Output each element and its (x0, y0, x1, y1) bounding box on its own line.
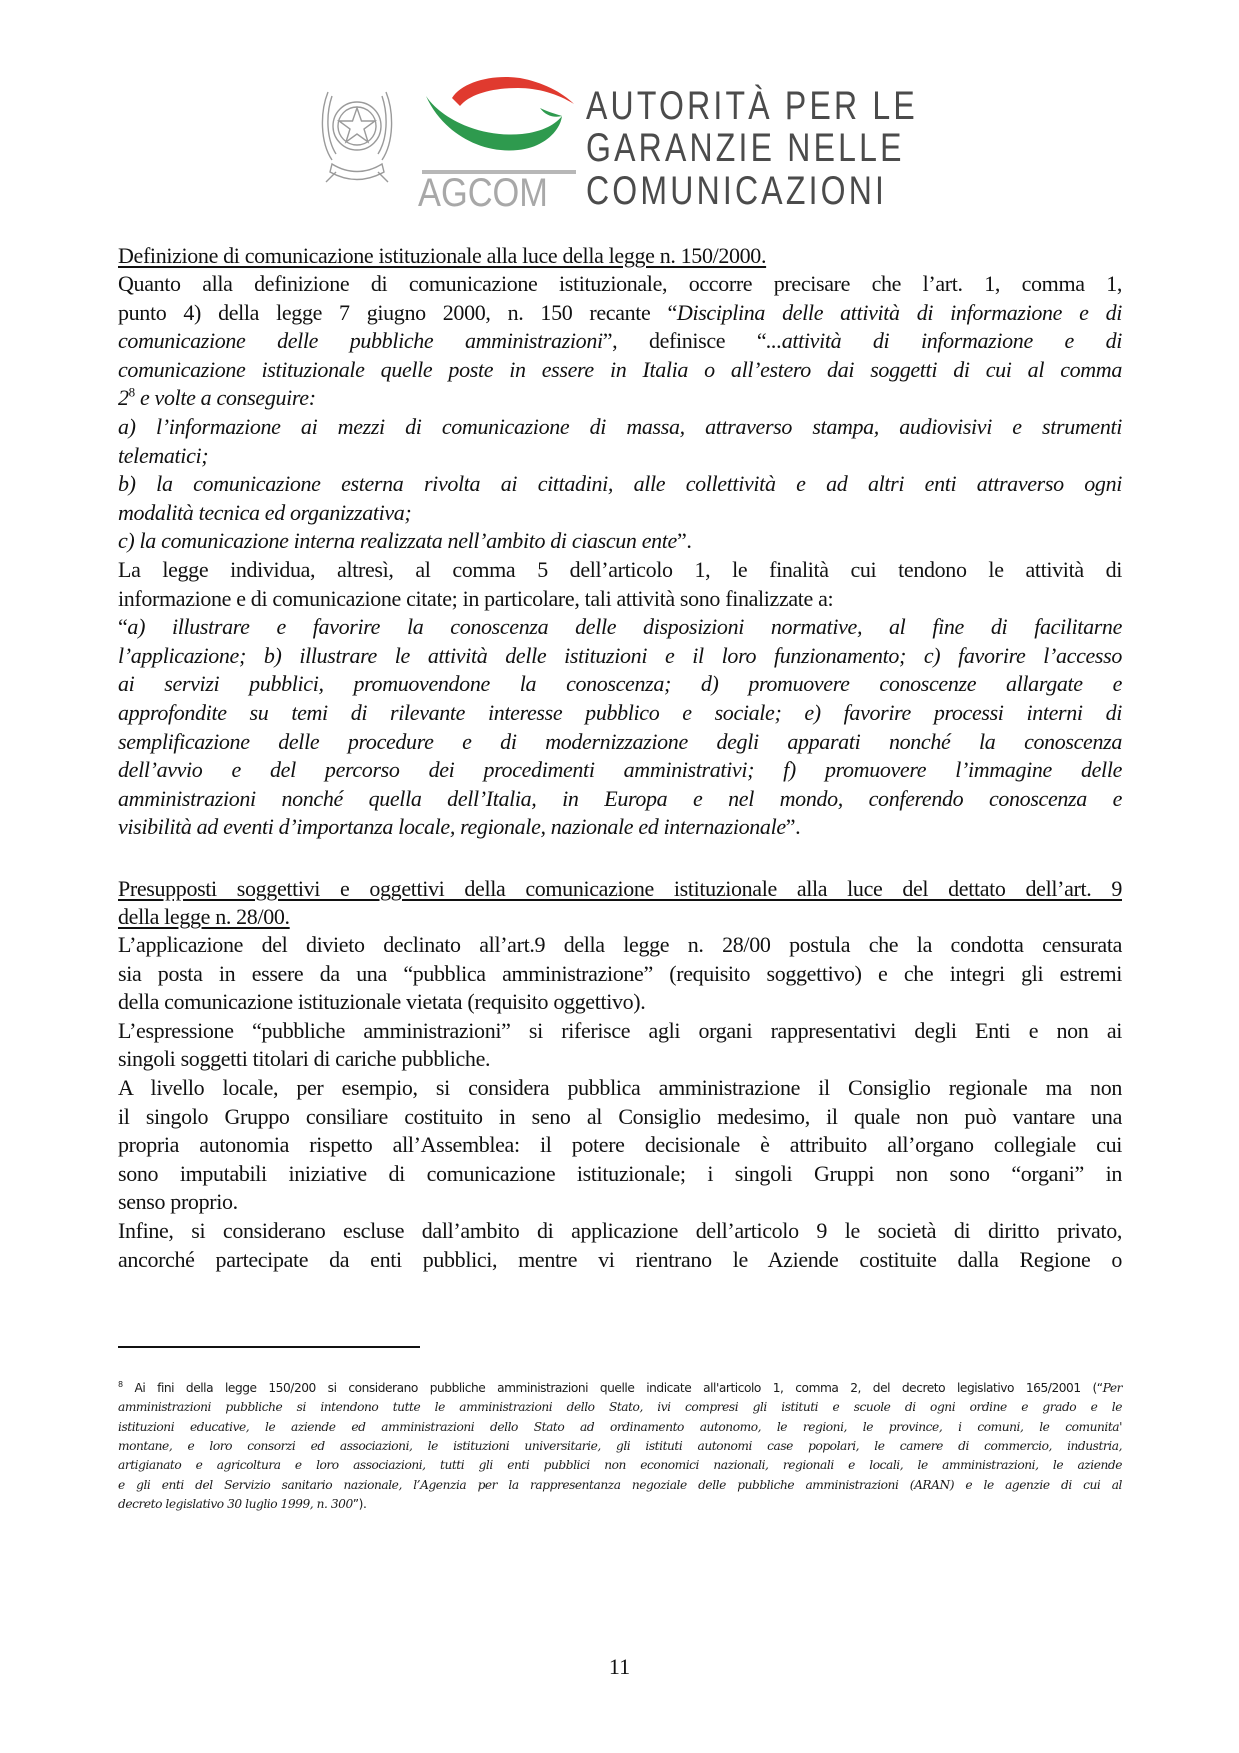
agcom-logo (318, 68, 933, 215)
section-1-line: amministrazioni nonché quella dell’Italia, in Europa e nel mondo, conferendo conoscenza e (118, 785, 1122, 811)
italian-republic-emblem-icon (318, 72, 396, 184)
page-number: 11 (608, 1654, 631, 1679)
logo-title-line-1: AUTORITÀ PER LE (586, 84, 918, 128)
footnote-line: artigianato e agricoltura e loro associazioni, tutti gli enti pubblici non economici nazionali, regionali e locali, le amministrazioni, le aziende (118, 1458, 1122, 1473)
section-1-line: approfondite su temi di rilevante interesse pubblico e sociale; e) favorire processi interni di (118, 700, 1122, 725)
section-1-line: visibilità ad eventi d’importanza locale, regionale, nazionale ed internazionale”. (118, 814, 801, 840)
logo-title-line-2: GARANZIE NELLE (586, 126, 905, 170)
section-1-line: semplificazione delle procedure e di modernizzazione degli apparati nonché la conoscenza (118, 728, 1122, 754)
footnote-reference: 8 (118, 1379, 123, 1389)
section-2-line: propria autonomia rispetto all’Assemblea: il potere decisionale è attribuito all’organo collegiale cui (118, 1132, 1122, 1158)
section-1-line: informazione e di comunicazione citate; in particolare, tali attività sono finalizzate a: (118, 585, 834, 611)
footnote-line: decreto legislativo 30 luglio 1999, n. 300”). (118, 1496, 367, 1511)
section-1-line: modalità tecnica ed organizzativa; (118, 499, 412, 525)
section-1-heading: Definizione di comunicazione istituzionale alla luce della legge n. 150/2000. (118, 243, 767, 268)
footnote-line: e gli enti del Servizio sanitario nazionale, l’Agenzia per la rappresentanza negoziale delle pubbliche amministrazioni (ARAN) e le agenzie di cui al (118, 1477, 1122, 1492)
logo-title-line-3: COMUNICAZIONI (586, 169, 888, 213)
section-1-line: telematici; (118, 442, 209, 468)
section-1-line: $2^8$ e volte a conseguire: (118, 385, 316, 411)
section-2-line: singoli soggetti titolari di cariche pubbliche. (118, 1046, 491, 1072)
section-2-heading-line-1: Presupposti soggettivi e oggettivi della comunicazione istituzionale alla luce del dettato dell’art. 9 (118, 876, 1122, 901)
section-2-line: A livello locale, per esempio, si considera pubblica amministrazione il Consiglio regionale ma non (118, 1075, 1122, 1100)
footnote-line: $^8$ Ai fini della legge 150/200 si considerano pubbliche amministrazioni quelle indicate all'articolo 1, comma 2, del decreto legislativo 165/2001 (“Per (118, 1379, 1122, 1395)
footnote-line: montane, e loro consorzi ed associazioni, le istituzioni universitarie, gli istituti autonomi case popolari, le camere di commercio, industria, (118, 1438, 1122, 1453)
section-2-line: il singolo Gruppo consiliare costituito in seno al Consiglio medesimo, il quale non può vantare una (118, 1103, 1122, 1129)
section-2-line: sono imputabili iniziative di comunicazione istituzionale; i singoli Gruppi non sono “organi” in (118, 1160, 1122, 1186)
section-2-line: senso proprio. (118, 1189, 238, 1215)
section-1-line: Quanto alla definizione di comunicazione istituzionale, occorre precisare che l’art. 1, comma 1, (118, 271, 1122, 296)
section-1-line: comunicazione delle pubbliche amministrazioni”, definisce “...attività di informazione e di (118, 328, 1122, 354)
agcom-swoosh-icon (422, 68, 578, 154)
section-1-line: a) l’informazione ai mezzi di comunicazione di massa, attraverso stampa, audiovisivi e strumenti (118, 414, 1122, 439)
section-1-line: b) la comunicazione esterna rivolta ai cittadini, alle collettività e ad altri enti attraverso ogni (118, 471, 1122, 497)
footnote-line: amministrazioni pubbliche si intendono tutte le amministrazioni dello Stato, ivi compresi gli istituti e scuole di ogni ordine e grado e le (118, 1400, 1122, 1415)
footnote-line: istituzioni educative, le aziende ed amministrazioni dello Stato ad ordinamento autonomo, le regioni, le province, i comuni, le comunita' (118, 1419, 1122, 1434)
footnote-reference: 8 (128, 385, 135, 401)
section-2-heading-line-2: della legge n. 28/00. (118, 904, 290, 929)
section-1-line: dell’avvio e del percorso dei procedimenti amministrativi; f) promuovere l’immagine delle (118, 757, 1122, 783)
section-2-line: L’applicazione del divieto declinato all’art.9 della legge n. 28/00 postula che la condotta censurata (118, 932, 1122, 957)
section-2-line: della comunicazione istituzionale vietata (requisito oggettivo). (118, 989, 646, 1015)
section-2-line: sia posta in essere da una “pubblica amministrazione” (requisito soggettivo) e che integri gli estremi (118, 960, 1122, 986)
section-1-line: La legge individua, altresì, al comma 5 dell’articolo 1, le finalità cui tendono le attività di (118, 557, 1122, 582)
section-1-line: ai servizi pubblici, promuovendone la conoscenza; d) promuovere conoscenze allargate e (118, 671, 1122, 697)
logo-acronym: AGCOM (418, 171, 548, 215)
section-1-line: punto 4) della legge 7 giugno 2000, n. 150 recante “Disciplina delle attività di informazione e di (118, 299, 1122, 325)
section-2-line: ancorché partecipate da enti pubblici, mentre vi rientrano le Aziende costituite dalla Regione o (118, 1246, 1122, 1272)
footnote-separator (118, 1346, 420, 1348)
section-2-line: L’espressione “pubbliche amministrazioni” si riferisce agli organi rappresentativi degli Enti e non ai (118, 1017, 1122, 1043)
section-1-line: l’applicazione; b) illustrare le attività delle istituzioni e il loro funzionamento; c) favorire l’accesso (118, 642, 1122, 668)
section-1-line: c) la comunicazione interna realizzata nell’ambito di ciascun ente”. (118, 528, 692, 554)
section-1-line: comunicazione istituzionale quelle poste in essere in Italia o all’estero dai soggetti di cui al comma (118, 356, 1122, 382)
section-1-line: “a) illustrare e favorire la conoscenza delle disposizioni normative, al fine di facilitarne (118, 614, 1122, 640)
section-2-line: Infine, si considerano escluse dall’ambito di applicazione dell’articolo 9 le società di diritto privato, (118, 1218, 1122, 1243)
